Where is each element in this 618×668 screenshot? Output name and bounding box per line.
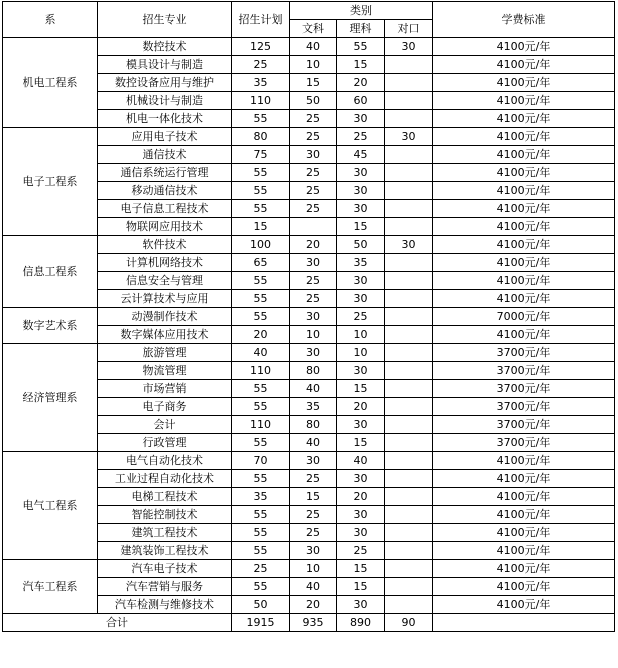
- fee-cell: 4100元/年: [433, 488, 615, 506]
- department-name: 机电工程系: [3, 38, 98, 128]
- wen-cell: 25: [290, 290, 337, 308]
- header-duikou: 对口: [385, 20, 433, 38]
- wen-cell: 25: [290, 524, 337, 542]
- li-cell: 30: [337, 200, 385, 218]
- plan-cell: 55: [232, 164, 290, 182]
- header-li: 理科: [337, 20, 385, 38]
- li-cell: 15: [337, 434, 385, 452]
- li-cell: 15: [337, 560, 385, 578]
- major-cell: 汽车检测与维修技术: [98, 596, 232, 614]
- li-cell: 30: [337, 416, 385, 434]
- major-cell: 市场营销: [98, 380, 232, 398]
- duikou-cell: [385, 560, 433, 578]
- wen-cell: 25: [290, 164, 337, 182]
- duikou-cell: [385, 506, 433, 524]
- major-cell: 数控设备应用与维护: [98, 74, 232, 92]
- wen-cell: 40: [290, 38, 337, 56]
- li-cell: 50: [337, 236, 385, 254]
- table-row: [3, 452, 615, 470]
- wen-cell: 35: [290, 398, 337, 416]
- plan-cell: 70: [232, 452, 290, 470]
- duikou-cell: [385, 74, 433, 92]
- duikou-cell: [385, 524, 433, 542]
- major-cell: 通信技术: [98, 146, 232, 164]
- major-cell: 行政管理: [98, 434, 232, 452]
- li-cell: 30: [337, 110, 385, 128]
- table-row: [3, 344, 615, 362]
- li-cell: 25: [337, 308, 385, 326]
- li-cell: 60: [337, 92, 385, 110]
- department-name: 电气工程系: [3, 452, 98, 560]
- wen-cell: 30: [290, 308, 337, 326]
- wen-cell: [290, 218, 337, 236]
- duikou-cell: [385, 182, 433, 200]
- major-cell: 应用电子技术: [98, 128, 232, 146]
- fee-cell: 4100元/年: [433, 146, 615, 164]
- wen-cell: 10: [290, 560, 337, 578]
- plan-cell: 55: [232, 272, 290, 290]
- fee-cell: 3700元/年: [433, 416, 615, 434]
- fee-cell: 4100元/年: [433, 38, 615, 56]
- fee-cell: 7000元/年: [433, 308, 615, 326]
- fee-cell: 4100元/年: [433, 92, 615, 110]
- plan-cell: 55: [232, 434, 290, 452]
- plan-cell: 55: [232, 200, 290, 218]
- li-cell: 45: [337, 146, 385, 164]
- li-cell: 25: [337, 128, 385, 146]
- major-cell: 移动通信技术: [98, 182, 232, 200]
- table-row: [3, 236, 615, 254]
- fee-cell: 4100元/年: [433, 164, 615, 182]
- li-cell: 30: [337, 506, 385, 524]
- duikou-cell: [385, 362, 433, 380]
- major-cell: 模具设计与制造: [98, 56, 232, 74]
- li-cell: 20: [337, 74, 385, 92]
- wen-cell: 25: [290, 506, 337, 524]
- major-cell: 通信系统运行管理: [98, 164, 232, 182]
- major-cell: 电子信息工程技术: [98, 200, 232, 218]
- major-cell: 机电一体化技术: [98, 110, 232, 128]
- plan-cell: 110: [232, 416, 290, 434]
- li-cell: 30: [337, 524, 385, 542]
- total-label: 合计: [3, 614, 232, 632]
- plan-cell: 40: [232, 344, 290, 362]
- wen-cell: 40: [290, 380, 337, 398]
- fee-cell: 4100元/年: [433, 542, 615, 560]
- li-cell: 15: [337, 380, 385, 398]
- header-dept: 系: [3, 2, 98, 38]
- li-cell: 30: [337, 182, 385, 200]
- major-cell: 旅游管理: [98, 344, 232, 362]
- plan-cell: 35: [232, 488, 290, 506]
- fee-cell: 4100元/年: [433, 182, 615, 200]
- li-cell: 35: [337, 254, 385, 272]
- wen-cell: 20: [290, 236, 337, 254]
- plan-cell: 55: [232, 110, 290, 128]
- major-cell: 工业过程自动化技术: [98, 470, 232, 488]
- fee-cell: 3700元/年: [433, 362, 615, 380]
- department-name: 经济管理系: [3, 344, 98, 452]
- plan-cell: 100: [232, 236, 290, 254]
- table-row: [3, 560, 615, 578]
- duikou-cell: [385, 218, 433, 236]
- fee-cell: 4100元/年: [433, 506, 615, 524]
- total-li: 890: [337, 614, 385, 632]
- wen-cell: 30: [290, 254, 337, 272]
- li-cell: 20: [337, 488, 385, 506]
- fee-cell: 4100元/年: [433, 578, 615, 596]
- plan-cell: 110: [232, 362, 290, 380]
- plan-cell: 125: [232, 38, 290, 56]
- wen-cell: 40: [290, 434, 337, 452]
- duikou-cell: 30: [385, 236, 433, 254]
- duikou-cell: [385, 290, 433, 308]
- plan-cell: 50: [232, 596, 290, 614]
- duikou-cell: 30: [385, 38, 433, 56]
- major-cell: 计算机网络技术: [98, 254, 232, 272]
- fee-cell: 4100元/年: [433, 56, 615, 74]
- major-cell: 汽车电子技术: [98, 560, 232, 578]
- header-category: 类别: [290, 2, 433, 20]
- fee-cell: 4100元/年: [433, 272, 615, 290]
- fee-cell: 4100元/年: [433, 200, 615, 218]
- fee-cell: 4100元/年: [433, 128, 615, 146]
- fee-cell: 4100元/年: [433, 326, 615, 344]
- plan-cell: 55: [232, 506, 290, 524]
- fee-cell: 4100元/年: [433, 110, 615, 128]
- major-cell: 电梯工程技术: [98, 488, 232, 506]
- plan-cell: 25: [232, 56, 290, 74]
- li-cell: 30: [337, 164, 385, 182]
- duikou-cell: [385, 596, 433, 614]
- duikou-cell: [385, 542, 433, 560]
- duikou-cell: [385, 308, 433, 326]
- wen-cell: 80: [290, 362, 337, 380]
- major-cell: 云计算技术与应用: [98, 290, 232, 308]
- li-cell: 10: [337, 344, 385, 362]
- li-cell: 20: [337, 398, 385, 416]
- total-fee: [433, 614, 615, 632]
- plan-cell: 80: [232, 128, 290, 146]
- table-row: [3, 38, 615, 56]
- li-cell: 30: [337, 596, 385, 614]
- department-name: 电子工程系: [3, 128, 98, 236]
- plan-cell: 55: [232, 398, 290, 416]
- li-cell: 30: [337, 470, 385, 488]
- li-cell: 15: [337, 578, 385, 596]
- wen-cell: 15: [290, 74, 337, 92]
- wen-cell: 30: [290, 542, 337, 560]
- fee-cell: 4100元/年: [433, 524, 615, 542]
- duikou-cell: [385, 488, 433, 506]
- duikou-cell: [385, 110, 433, 128]
- fee-cell: 4100元/年: [433, 218, 615, 236]
- wen-cell: 50: [290, 92, 337, 110]
- header-major: 招生专业: [98, 2, 232, 38]
- wen-cell: 10: [290, 326, 337, 344]
- major-cell: 电气自动化技术: [98, 452, 232, 470]
- plan-cell: 55: [232, 290, 290, 308]
- fee-cell: 3700元/年: [433, 344, 615, 362]
- fee-cell: 3700元/年: [433, 380, 615, 398]
- plan-cell: 55: [232, 308, 290, 326]
- duikou-cell: [385, 344, 433, 362]
- plan-cell: 35: [232, 74, 290, 92]
- duikou-cell: [385, 254, 433, 272]
- fee-cell: 4100元/年: [433, 236, 615, 254]
- header-row: [3, 2, 615, 20]
- major-cell: 信息安全与管理: [98, 272, 232, 290]
- major-cell: 物流管理: [98, 362, 232, 380]
- li-cell: 15: [337, 218, 385, 236]
- major-cell: 物联网应用技术: [98, 218, 232, 236]
- total-row: [3, 614, 615, 632]
- wen-cell: 15: [290, 488, 337, 506]
- wen-cell: 30: [290, 452, 337, 470]
- li-cell: 30: [337, 272, 385, 290]
- wen-cell: 30: [290, 344, 337, 362]
- plan-cell: 55: [232, 524, 290, 542]
- major-cell: 电子商务: [98, 398, 232, 416]
- major-cell: 动漫制作技术: [98, 308, 232, 326]
- duikou-cell: [385, 56, 433, 74]
- li-cell: 40: [337, 452, 385, 470]
- duikou-cell: [385, 92, 433, 110]
- wen-cell: 20: [290, 596, 337, 614]
- total-plan: 1915: [232, 614, 290, 632]
- plan-cell: 75: [232, 146, 290, 164]
- wen-cell: 25: [290, 128, 337, 146]
- duikou-cell: [385, 416, 433, 434]
- fee-cell: 3700元/年: [433, 434, 615, 452]
- department-name: 信息工程系: [3, 236, 98, 308]
- major-cell: 建筑装饰工程技术: [98, 542, 232, 560]
- wen-cell: 40: [290, 578, 337, 596]
- plan-cell: 55: [232, 380, 290, 398]
- total-wen: 935: [290, 614, 337, 632]
- fee-cell: 4100元/年: [433, 470, 615, 488]
- duikou-cell: [385, 398, 433, 416]
- li-cell: 15: [337, 56, 385, 74]
- li-cell: 55: [337, 38, 385, 56]
- department-name: 数字艺术系: [3, 308, 98, 344]
- enrollment-table: [2, 1, 615, 632]
- major-cell: 会计: [98, 416, 232, 434]
- li-cell: 25: [337, 542, 385, 560]
- wen-cell: 25: [290, 470, 337, 488]
- table-row: [3, 308, 615, 326]
- total-duikou: 90: [385, 614, 433, 632]
- major-cell: 机械设计与制造: [98, 92, 232, 110]
- fee-cell: 4100元/年: [433, 74, 615, 92]
- major-cell: 数控技术: [98, 38, 232, 56]
- wen-cell: 30: [290, 146, 337, 164]
- plan-cell: 20: [232, 326, 290, 344]
- duikou-cell: [385, 146, 433, 164]
- wen-cell: 80: [290, 416, 337, 434]
- duikou-cell: [385, 200, 433, 218]
- duikou-cell: [385, 452, 433, 470]
- duikou-cell: [385, 326, 433, 344]
- major-cell: 智能控制技术: [98, 506, 232, 524]
- duikou-cell: [385, 272, 433, 290]
- plan-cell: 55: [232, 542, 290, 560]
- header-wen: 文科: [290, 20, 337, 38]
- department-name: 汽车工程系: [3, 560, 98, 614]
- fee-cell: 4100元/年: [433, 290, 615, 308]
- plan-cell: 15: [232, 218, 290, 236]
- wen-cell: 25: [290, 272, 337, 290]
- major-cell: 软件技术: [98, 236, 232, 254]
- major-cell: 数字媒体应用技术: [98, 326, 232, 344]
- major-cell: 汽车营销与服务: [98, 578, 232, 596]
- li-cell: 10: [337, 326, 385, 344]
- wen-cell: 25: [290, 182, 337, 200]
- fee-cell: 3700元/年: [433, 398, 615, 416]
- fee-cell: 4100元/年: [433, 254, 615, 272]
- duikou-cell: [385, 578, 433, 596]
- duikou-cell: [385, 434, 433, 452]
- duikou-cell: [385, 470, 433, 488]
- plan-cell: 110: [232, 92, 290, 110]
- wen-cell: 25: [290, 110, 337, 128]
- header-fee: 学费标准: [433, 2, 615, 38]
- duikou-cell: [385, 380, 433, 398]
- plan-cell: 55: [232, 470, 290, 488]
- duikou-cell: 30: [385, 128, 433, 146]
- fee-cell: 4100元/年: [433, 596, 615, 614]
- wen-cell: 25: [290, 200, 337, 218]
- plan-cell: 25: [232, 560, 290, 578]
- li-cell: 30: [337, 362, 385, 380]
- fee-cell: 4100元/年: [433, 452, 615, 470]
- fee-cell: 4100元/年: [433, 560, 615, 578]
- header-plan: 招生计划: [232, 2, 290, 38]
- plan-cell: 65: [232, 254, 290, 272]
- li-cell: 30: [337, 290, 385, 308]
- duikou-cell: [385, 164, 433, 182]
- plan-cell: 55: [232, 182, 290, 200]
- major-cell: 建筑工程技术: [98, 524, 232, 542]
- wen-cell: 10: [290, 56, 337, 74]
- plan-cell: 55: [232, 578, 290, 596]
- table-row: [3, 128, 615, 146]
